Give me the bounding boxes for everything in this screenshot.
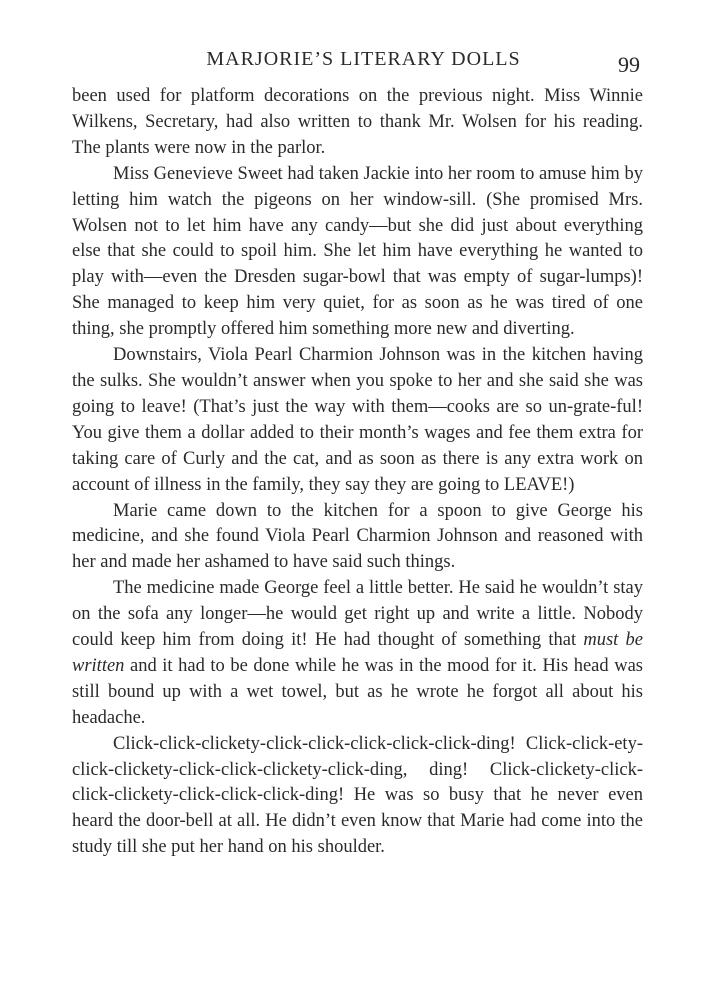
paragraph-genevieve: Miss Genevieve Sweet had taken Jackie into her room to amuse him by letting him watch the pigeons on her window-sill. (She promised Mrs. Wolsen not to let him have any candy—but she did just about everything else that she could to spoil him. She let him have everything he wanted to play with—even the Dresden sugar-bowl that was empty of sugar-lumps)! She managed to keep him very quiet, for as soon as he was tired of one thing, she promptly offered him something more new and diverting. <box>72 163 643 340</box>
emphasis-must-be-written: must be written <box>72 630 643 676</box>
paragraph-marie: Marie came down to the kitchen for a spoon to give George his medicine, and she found Viola Pearl Charmion Johnson and reasoned with her and made her ashamed to have said such things. <box>72 500 643 573</box>
medicine-text-start: The medicine made George feel a little better. He said he wouldn’t stay on the sofa any longer—he would get right up and write a little. Nobody could keep him from doing it! He had thought of something that <box>72 578 643 651</box>
running-title: MARJORIE’S LITERARY DOLLS <box>206 48 521 70</box>
paragraph-downstairs: Downstairs, Viola Pearl Charmion Johnson was in the kitchen having the sulks. She wouldn’t answer when you spoke to her and she said she was going to leave! (That’s just the way with them—cooks are so un-grate-ful! You give them a dollar added to their month’s wages and fee them extra for taking care of Curly and the cat, and as soon as there is any extra work on account of illness in the family, they say they are going to LEAVE!) <box>72 345 643 495</box>
paragraph-medicine <box>72 576 643 731</box>
medicine-text-end: and it had to be done while he was in the mood for it. His head was still bound up with a wet towel, but as he wrote he forgot all about his headache. <box>72 655 643 728</box>
running-head <box>0 44 727 77</box>
paragraph-click: Click-click-clickety-click-click-click-click-click-ding! Click-click-ety-click-clickety-click-click-clickety-click-ding, ding! Click-clickety-click-click-clickety-click-click-click-ding! He was so busy that he never even heard the door-bell at all. He didn’t even know that Marie had come into the study till she put her hand on his shoulder. <box>72 733 643 858</box>
page-number: 99 <box>618 52 640 77</box>
body-text <box>72 84 643 861</box>
paragraph-continued: been used for platform decorations on the previous night. Miss Winnie Wilkens, Secretary, had also written to thank Mr. Wolsen for his reading. The plants were now in the parlor. <box>72 86 643 158</box>
